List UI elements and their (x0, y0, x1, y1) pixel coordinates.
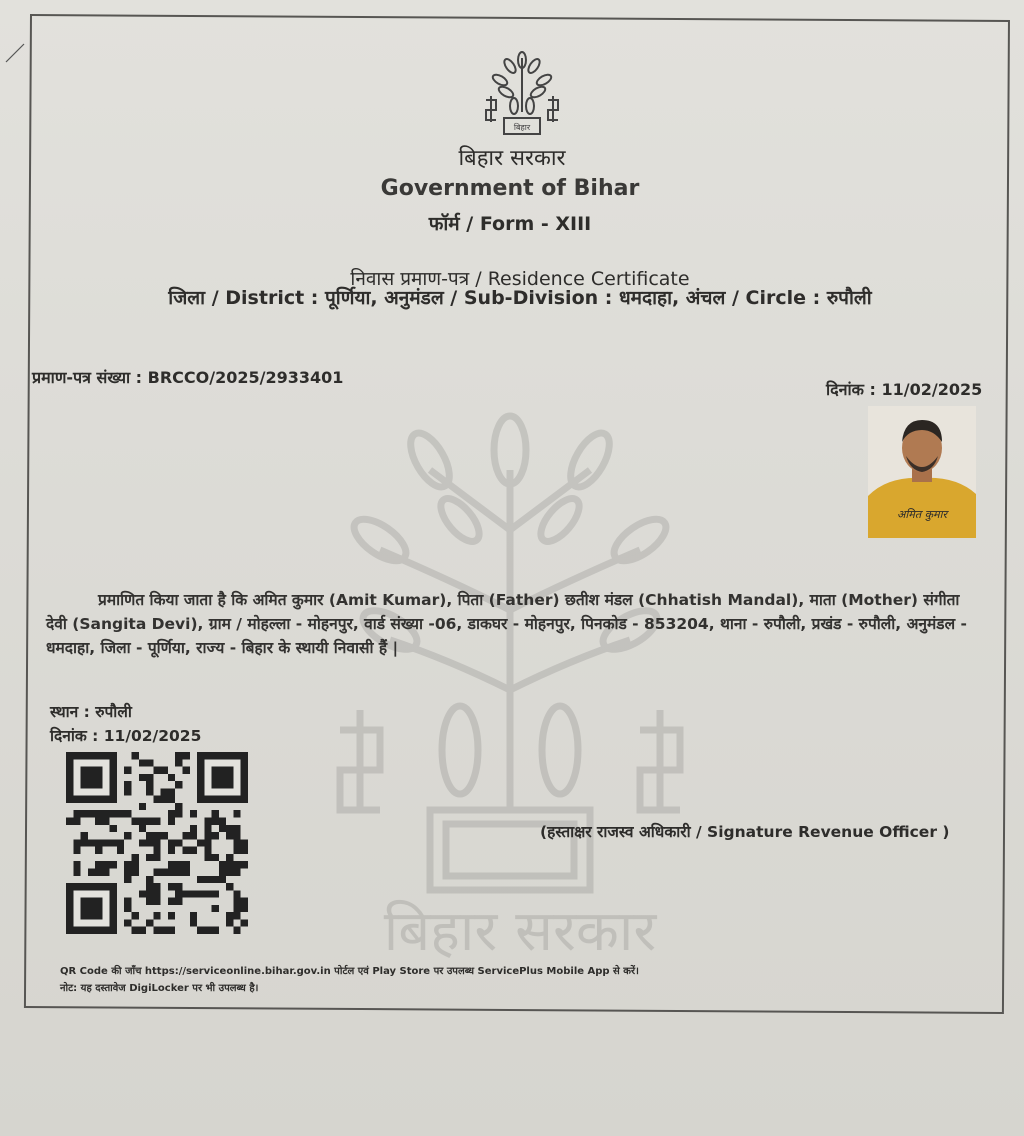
header-english-title: Government of Bihar (380, 176, 640, 201)
certificate-body-text: प्रमाणित किया जाता है कि अमित कुमार (Amit Kumar), पिता (Father) छतीश मंडल (Chhatish Mandal), माता (Mother) संगीता देवी (Sangita Devi), ग्राम / मोहल्ला - मोहनपुर, वार्ड संख्या -06, डाकघर - मोहनपुर, पिनकोड - 853204, थाना - रुपौली, प्रखंड - रुपौली, अनुमंडल - धमदाहा, जिला - पूर्णिया, राज्य - बिहार के स्थायी निवासी हैं | (46, 591, 967, 657)
qr-verification-note: QR Code की जाँच https://serviceonline.bihar.gov.in पोर्टल एवं Play Store पर उपलब्ध ServicePlus Mobile App से करें। (60, 966, 639, 977)
issue-date-bottom: दिनांक : 11/02/2025 (50, 727, 202, 745)
place-label: स्थान : रुपौली (50, 703, 132, 721)
digilocker-note: नोट: यह दस्तावेज DigiLocker पर भी उपलब्ध है। (60, 983, 259, 994)
applicant-photo (868, 406, 976, 538)
bihar-emblem-icon (480, 50, 564, 138)
certificate-number: प्रमाण-पत्र संख्या : BRCCO/2025/2933401 (32, 368, 344, 387)
watermark-text: बिहार सरकार (383, 899, 657, 964)
bihar-tree-watermark (320, 410, 720, 970)
emblem-text: बिहार (513, 123, 531, 132)
issue-date-top: दिनांक : 11/02/2025 (826, 380, 983, 399)
header-hindi-title: बिहार सरकार (458, 146, 566, 171)
pen-mark (4, 40, 28, 64)
district-line: जिला / District : पूर्णिया, अनुमंडल / Sub-Division : धमदाहा, अंचल / Circle : रुपौली (168, 287, 872, 309)
certificate-body (46, 588, 976, 660)
certificate-title: निवास प्रमाण-पत्र / Residence Certificate (350, 268, 690, 290)
photo-signature: अमित कुमार (897, 508, 947, 521)
qr-code (62, 752, 252, 934)
form-number: फॉर्म / Form - XIII (428, 213, 592, 235)
signature-label: (हस्ताक्षर राजस्व अधिकारी / Signature Revenue Officer ) (540, 823, 950, 841)
